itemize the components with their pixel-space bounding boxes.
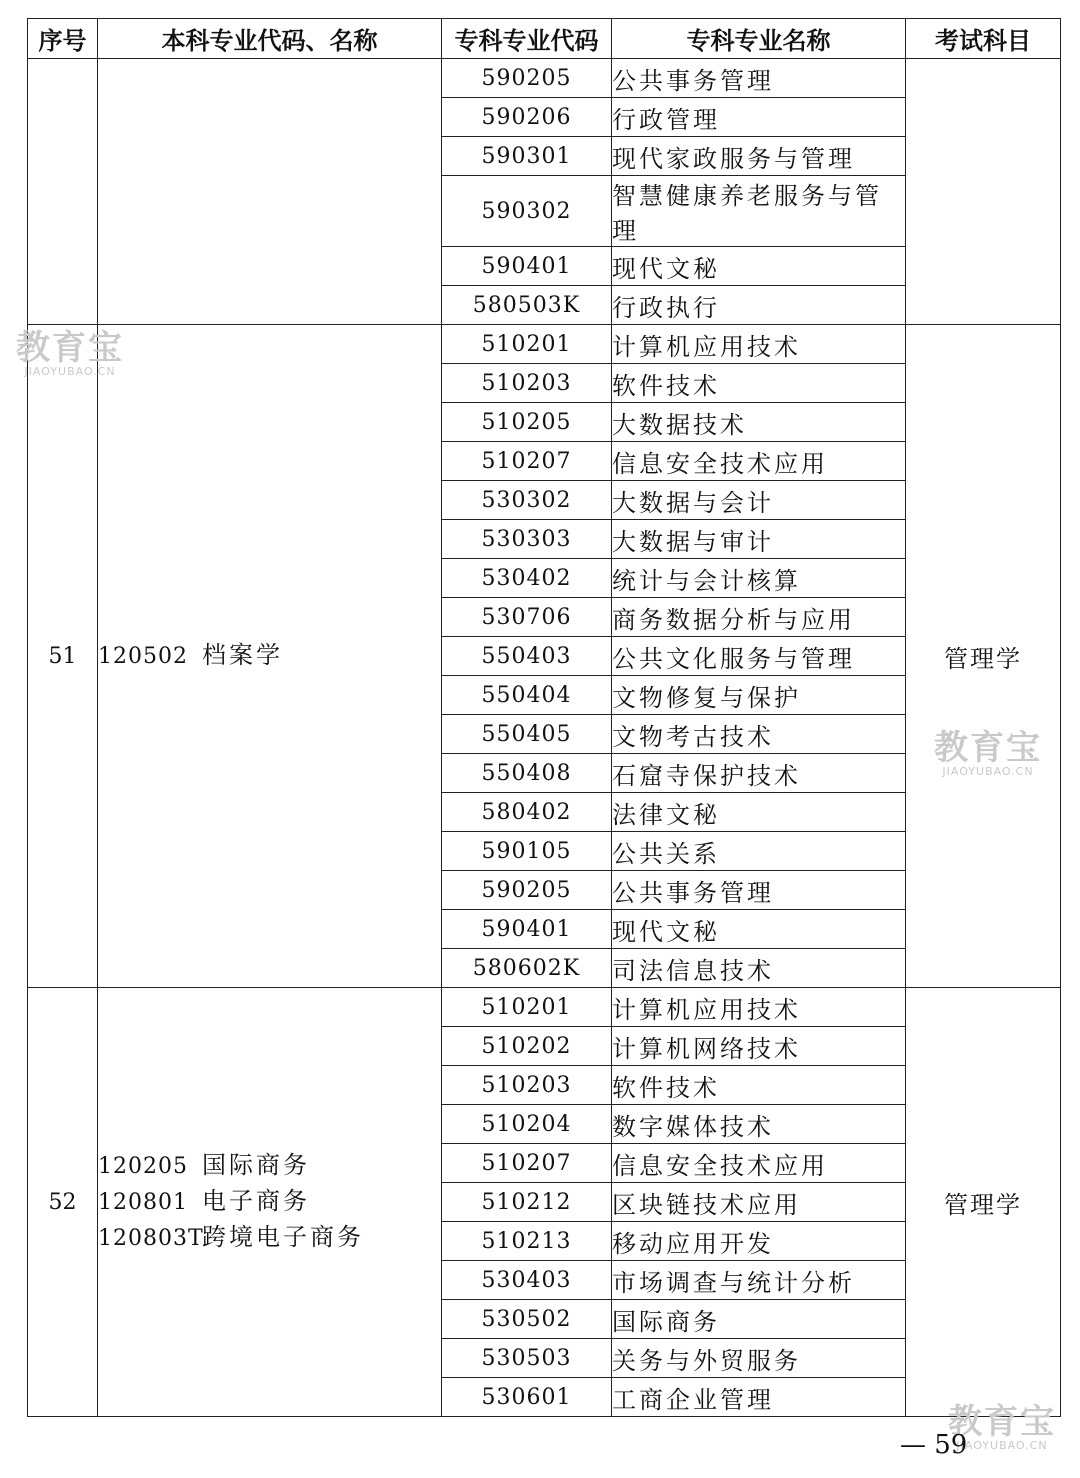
undergrad-major-name: 跨境电子商务 (202, 1223, 364, 1251)
vocational-code-cell: 580402 (442, 793, 612, 832)
vocational-name-cell: 国际商务 (612, 1300, 906, 1339)
vocational-code-cell: 550408 (442, 754, 612, 793)
vocational-code-cell: 530303 (442, 520, 612, 559)
header-subject: 考试科目 (906, 19, 1061, 59)
vocational-code-cell: 580503K (442, 286, 612, 325)
vocational-name-cell: 现代文秘 (612, 247, 906, 286)
vocational-code-cell: 510203 (442, 1066, 612, 1105)
vocational-name-cell: 市场调查与统计分析 (612, 1261, 906, 1300)
exam-subject-cell: 管理学 (906, 325, 1061, 988)
vocational-name-cell: 公共事务管理 (612, 871, 906, 910)
undergrad-major-code: 120205 (98, 1154, 188, 1179)
vocational-code-cell: 510204 (442, 1105, 612, 1144)
vocational-code-cell: 530302 (442, 481, 612, 520)
vocational-name-cell: 公共事务管理 (612, 59, 906, 98)
vocational-name-cell: 信息安全技术应用 (612, 1144, 906, 1183)
vocational-code-cell: 590205 (442, 871, 612, 910)
seq-cell: 52 (28, 988, 98, 1417)
vocational-code-cell: 590205 (442, 59, 612, 98)
vocational-name-cell: 移动应用开发 (612, 1222, 906, 1261)
vocational-code-cell: 510203 (442, 364, 612, 403)
vocational-name-cell: 司法信息技术 (612, 949, 906, 988)
exam-subject-cell: 管理学 (906, 988, 1061, 1417)
vocational-code-cell: 530706 (442, 598, 612, 637)
vocational-name-cell: 大数据技术 (612, 403, 906, 442)
vocational-code-cell: 530601 (442, 1378, 612, 1417)
seq-cell: 51 (28, 325, 98, 988)
vocational-code-cell: 510205 (442, 403, 612, 442)
vocational-name-cell: 现代文秘 (612, 910, 906, 949)
vocational-name-cell: 计算机网络技术 (612, 1027, 906, 1066)
undergrad-major-cell (98, 325, 442, 988)
undergrad-major-code: 120803T (98, 1226, 204, 1251)
vocational-code-cell: 530402 (442, 559, 612, 598)
vocational-name-cell: 关务与外贸服务 (612, 1339, 906, 1378)
vocational-code-cell: 510201 (442, 325, 612, 364)
header-name: 专科专业名称 (612, 19, 906, 59)
vocational-name-cell: 公共关系 (612, 832, 906, 871)
vocational-name-cell: 信息安全技术应用 (612, 442, 906, 481)
vocational-code-cell: 590206 (442, 98, 612, 137)
vocational-code-cell: 590302 (442, 176, 612, 247)
header-undergrad: 本科专业代码、名称 (98, 19, 442, 59)
undergrad-major-cell (98, 59, 442, 325)
vocational-name-cell: 软件技术 (612, 1066, 906, 1105)
vocational-code-cell: 510212 (442, 1183, 612, 1222)
vocational-code-cell: 550405 (442, 715, 612, 754)
header-row (28, 19, 1061, 59)
vocational-code-cell: 530503 (442, 1339, 612, 1378)
seq-cell (28, 59, 98, 325)
vocational-code-cell: 510213 (442, 1222, 612, 1261)
undergrad-major-item (98, 1148, 441, 1184)
table-row (28, 325, 1061, 364)
major-table (27, 18, 1061, 1417)
watermark-url: JIAOYUBAO.CN (24, 365, 116, 378)
header-code: 专科专业代码 (442, 19, 612, 59)
vocational-name-cell: 行政执行 (612, 286, 906, 325)
header-seq: 序号 (28, 19, 98, 59)
undergrad-major-code: 120502 (98, 644, 188, 669)
table-row (28, 59, 1061, 98)
undergrad-major-name: 国际商务 (202, 1151, 310, 1179)
watermark-text: 教育宝 (934, 728, 1042, 768)
vocational-name-cell: 计算机应用技术 (612, 988, 906, 1027)
vocational-name-cell: 智慧健康养老服务与管理 (612, 176, 906, 247)
watermark-text: 教育宝 (948, 1402, 1056, 1442)
vocational-name-cell: 文物修复与保护 (612, 676, 906, 715)
vocational-name-cell: 石窟寺保护技术 (612, 754, 906, 793)
vocational-name-cell: 大数据与审计 (612, 520, 906, 559)
vocational-name-cell: 统计与会计核算 (612, 559, 906, 598)
watermark-logo (934, 730, 1042, 778)
undergrad-major-code: 120801 (98, 1190, 188, 1215)
vocational-code-cell: 590401 (442, 247, 612, 286)
vocational-code-cell: 510207 (442, 1144, 612, 1183)
vocational-name-cell: 计算机应用技术 (612, 325, 906, 364)
vocational-code-cell: 590105 (442, 832, 612, 871)
watermark-url: JIAOYUBAO.CN (956, 1439, 1048, 1452)
page-number: — 59 (900, 1430, 968, 1460)
vocational-name-cell: 现代家政服务与管理 (612, 137, 906, 176)
vocational-name-cell: 工商企业管理 (612, 1378, 906, 1417)
vocational-code-cell: 530502 (442, 1300, 612, 1339)
vocational-name-cell: 数字媒体技术 (612, 1105, 906, 1144)
watermark-url: JIAOYUBAO.CN (942, 765, 1034, 778)
vocational-code-cell: 510202 (442, 1027, 612, 1066)
table-body (28, 59, 1061, 1417)
vocational-code-cell: 550403 (442, 637, 612, 676)
exam-subject-cell (906, 59, 1061, 325)
vocational-code-cell: 510201 (442, 988, 612, 1027)
vocational-code-cell: 550404 (442, 676, 612, 715)
vocational-name-cell: 法律文秘 (612, 793, 906, 832)
undergrad-major-cell (98, 988, 442, 1417)
vocational-code-cell: 580602K (442, 949, 612, 988)
vocational-name-cell: 大数据与会计 (612, 481, 906, 520)
vocational-code-cell: 510207 (442, 442, 612, 481)
undergrad-major-item (98, 638, 441, 674)
vocational-name-cell: 公共文化服务与管理 (612, 637, 906, 676)
watermark-logo (16, 330, 124, 378)
vocational-name-cell: 商务数据分析与应用 (612, 598, 906, 637)
watermark-text: 教育宝 (16, 328, 124, 368)
vocational-name-cell: 行政管理 (612, 98, 906, 137)
table-row (28, 988, 1061, 1027)
vocational-code-cell: 590401 (442, 910, 612, 949)
vocational-code-cell: 530403 (442, 1261, 612, 1300)
undergrad-major-name: 档案学 (202, 641, 283, 669)
vocational-name-cell: 软件技术 (612, 364, 906, 403)
undergrad-major-name: 电子商务 (202, 1187, 310, 1215)
undergrad-major-item (98, 1220, 441, 1256)
vocational-name-cell: 文物考古技术 (612, 715, 906, 754)
undergrad-major-item (98, 1184, 441, 1220)
vocational-code-cell: 590301 (442, 137, 612, 176)
vocational-name-cell: 区块链技术应用 (612, 1183, 906, 1222)
